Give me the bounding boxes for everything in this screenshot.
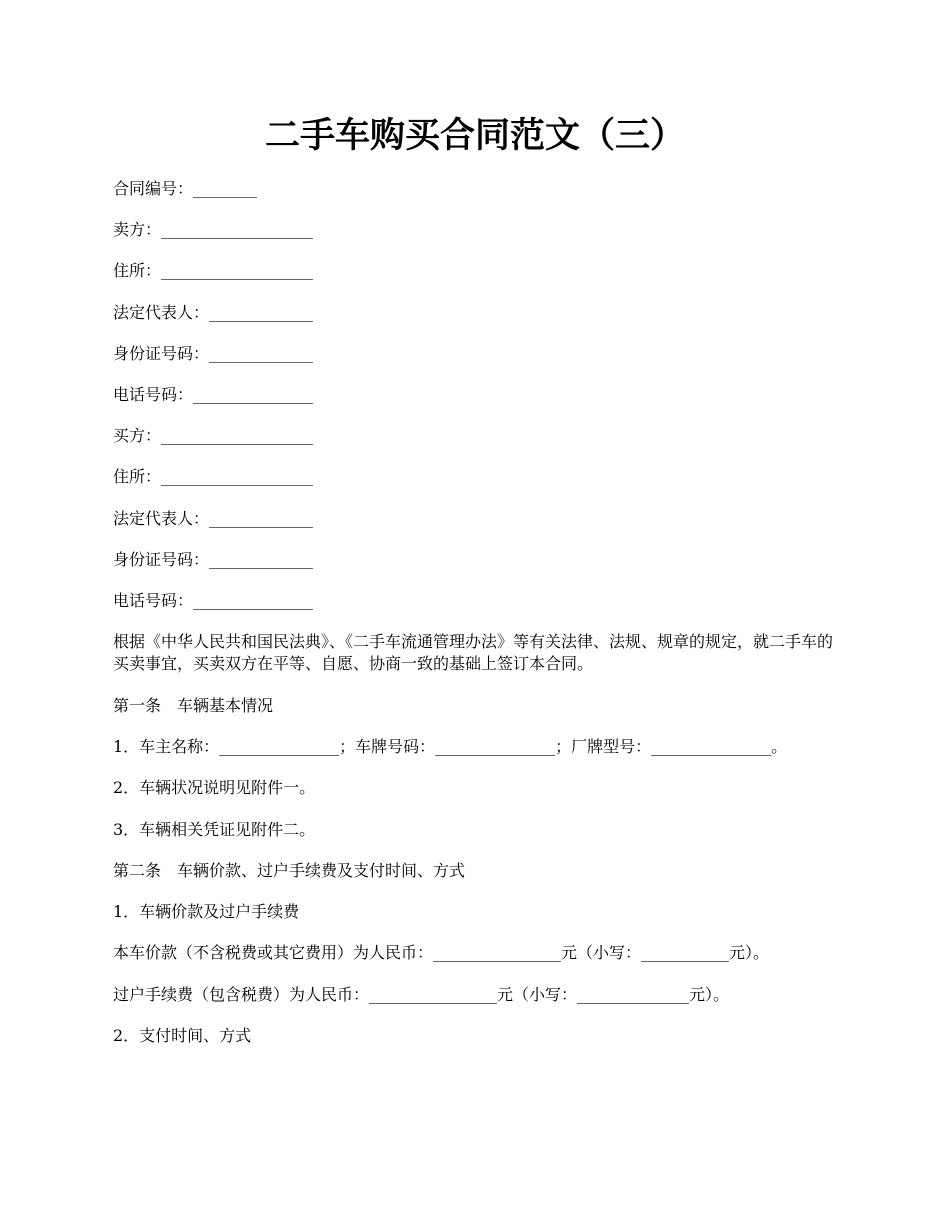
buyer-line: 买方：___________________: [113, 426, 314, 446]
contract-number-line: 合同编号：________: [113, 179, 258, 198]
seller-address-line: 住所：___________________: [113, 261, 314, 281]
document-title: 二手车购买合同范文（三）: [264, 115, 685, 156]
buyer-legal-rep-line: 法定代表人：_____________: [113, 508, 314, 528]
article-2-heading: 第二条 车辆价款、过户手续费及支付时间、方式: [113, 860, 466, 880]
vehicle-condition-line: 2．车辆状况说明见附件一。: [113, 778, 316, 798]
seller-phone-line: 电话号码：_______________: [113, 384, 314, 404]
buyer-id-line: 身份证号码：_____________: [113, 549, 314, 569]
seller-id-line: 身份证号码：_____________: [113, 343, 314, 363]
article-1-heading: 第一条 车辆基本情况: [113, 695, 274, 715]
seller-legal-rep-line: 法定代表人：_____________: [113, 302, 314, 322]
price-subheading: 1．车辆价款及过户手续费: [113, 902, 300, 921]
document-body: [113, 178, 843, 1066]
vehicle-info-line: 1．车主名称：_______________；车牌号码：_______________；厂牌型号：_______________。: [113, 736, 788, 756]
buyer-address-line: 住所：___________________: [113, 467, 314, 487]
payment-subheading: 2．支付时间、方式: [113, 1025, 252, 1045]
buyer-phone-line: 电话号码：_______________: [113, 590, 314, 610]
preamble-paragraph: 根据《中华人民共和国民法典》、《二手车流通管理办法》等有关法律、法规、规章的规定，就二手车的买卖事宜，买卖双方在平等、自愿、协商一致的基础上签订本合同。: [113, 632, 834, 674]
transfer-fee-line: 过户手续费（包含税费）为人民币：________________元（小写：______________元）。: [113, 984, 730, 1004]
seller-line: 卖方：___________________: [113, 220, 314, 240]
vehicle-price-line: 本车价款（不含税费或其它费用）为人民币：________________元（小写：___________元）。: [113, 943, 770, 963]
vehicle-documents-line: 3．车辆相关凭证见附件二。: [113, 819, 316, 839]
